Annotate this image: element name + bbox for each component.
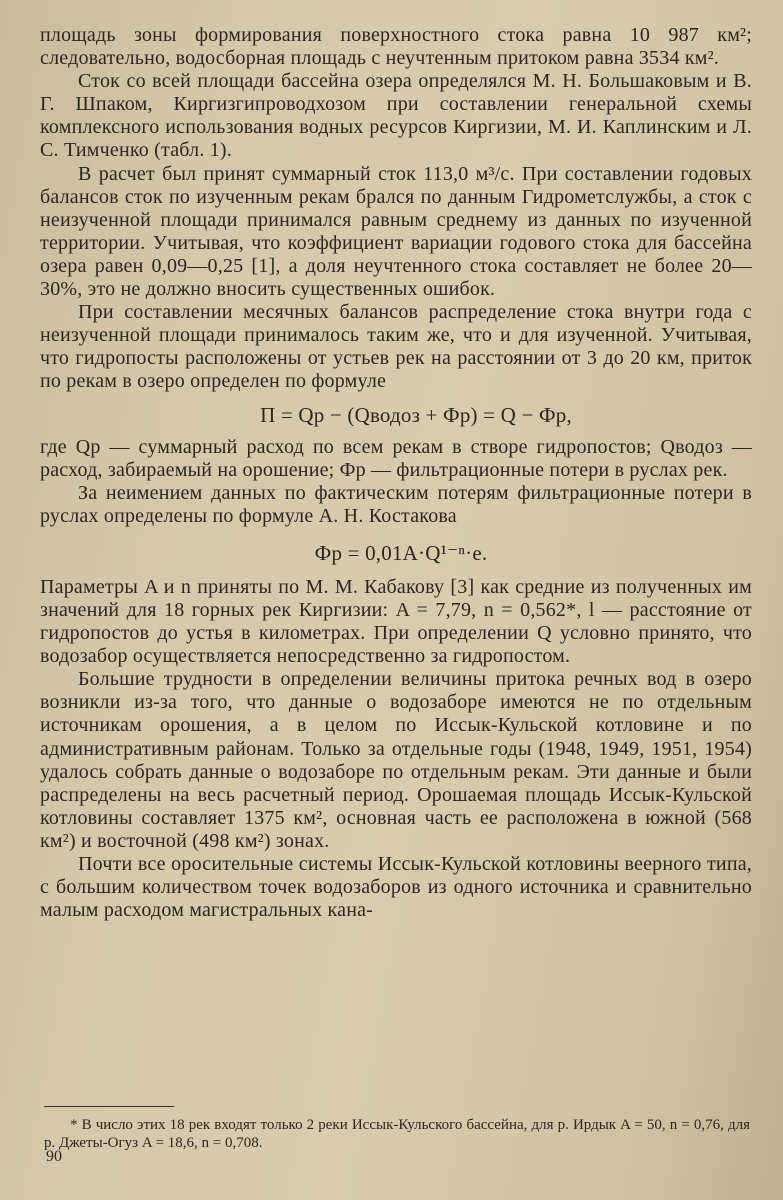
paragraph-5: где Qр — суммарный расход по всем рекам в створе гидропостов; Qводоз — расход, забираемый на орошение; Фр — фильтрационные потери в руслах рек. bbox=[40, 435, 752, 481]
paragraph-7: Параметры A и n приняты по М. М. Кабакову [3] как средние из полученных им значений для 18 горных рек Киргизии: A = 7,79, n = 0,562*, l — расстояние от гидропостов до устья в километрах. При определении Q условно принято, что водозабор осуществляется непосредственно за гидропостом. bbox=[40, 575, 752, 668]
paragraph-8: Большие трудности в определении величины притока речных вод в озеро возникли из-за того, что данные о водозаборе имеются не по отдельным источникам орошения, а в целом по Иссык-Кульской котловине и по административным районам. Только за отдельные годы (1948, 1949, 1951, 1954) удалось собрать данные о водозаборе по отдельным рекам. Эти данные и были распределены на весь расчетный период. Орошаемая площадь Иссык-Кульской котловины составляет 1375 км², основная часть ее расположена в южной (568 км²) и восточной (498 км²) зонах. bbox=[40, 668, 752, 852]
paragraph-2: Сток со всей площади бассейна озера определялся М. Н. Большаковым и В. Г. Шпаком, Киргизгипроводхозом при составлении генеральной схемы комплексного использования водных ресурсов Киргизии, М. И. Каплинским и Л. С. Тимченко (табл. 1). bbox=[40, 70, 752, 162]
paragraph-6: За неимением данных по фактическим потерям фильтрационные потери в руслах определены по формуле А. Н. Костакова bbox=[40, 481, 752, 527]
paragraph-9: Почти все оросительные системы Иссык-Кульской котловины веерного типа, с большим количеством точек водозаборов из одного источника и сравнительно малым расходом магистральных кана- bbox=[40, 853, 752, 922]
formula-filtration: Фр = 0,01A·Q¹⁻ⁿ·e. bbox=[314, 540, 488, 565]
page-number: 90 bbox=[46, 1148, 62, 1165]
footnote: * В число этих 18 рек входят только 2 реки Иссык-Кульского бассейна, для р. Ирдык A = 50, n = 0,76, для р. Джеты-Огуз A = 18,6, n = 0,708. bbox=[44, 1117, 750, 1151]
footnote-divider bbox=[44, 1106, 174, 1107]
formula-inflow: П = Qр − (Qводоз + Фр) = Q − Фр, bbox=[260, 402, 572, 427]
paragraph-4: При составлении месячных балансов распределение стока внутри года с неизученной площади принималось таким же, что и для изученной. Учитывая, что гидропосты расположены от устьев рек на расстоянии от 3 до 20 км, приток по рекам в озеро определен по формуле bbox=[40, 301, 752, 393]
paragraph-1: площадь зоны формирования поверхностного стока равна 10 987 км²; следовательно, водосборная площадь с неучтенным притоком равна 3534 км². bbox=[40, 24, 752, 70]
paragraph-3: В расчет был принят суммарный сток 113,0 м³/с. При составлении годовых балансов сток по изученным рекам брался по данным Гидрометслужбы, а сток с неизученной площади принимался равным среднему из данных по изученной территории. Учитывая, что коэффициент вариации годового стока для бассейна озера равен 0,09—0,25 [1], а доля неучтенного стока составляет не более 20—30%, это не должно вносить существенных ошибок. bbox=[40, 162, 752, 301]
main-text bbox=[40, 24, 752, 922]
